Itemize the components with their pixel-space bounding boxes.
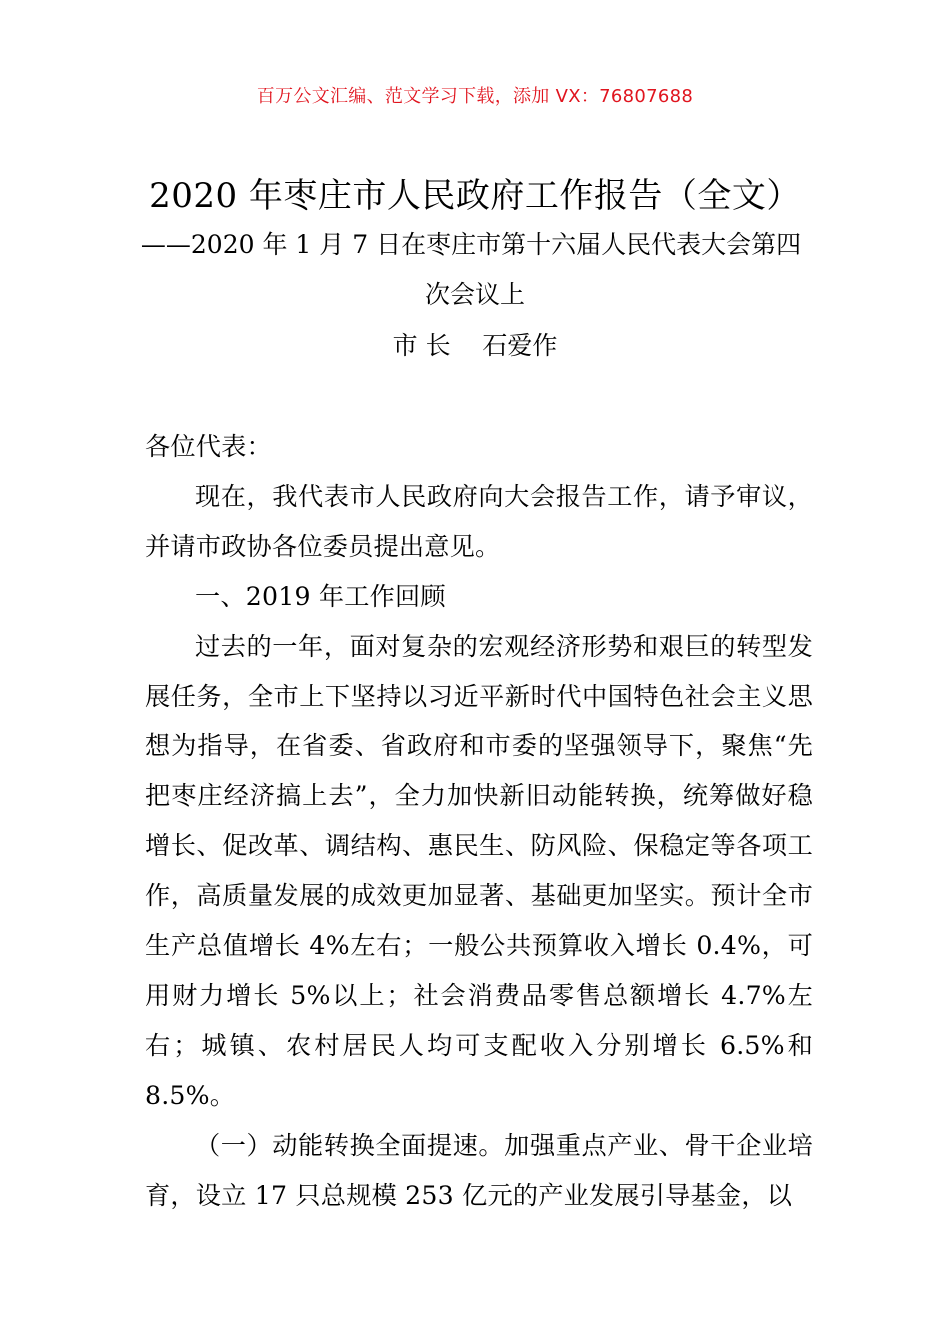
- salutation: 各位代表：: [145, 432, 272, 461]
- paragraph-review: 过去的一年，面对复杂的宏观经济形势和艰巨的转型发展任务，全市上下坚持以习近平新时代中国特色社会主义思想为指导，在省委、省政府和市委的坚强领导下，聚焦“先把枣庄经济搞上去”，全力加快新旧动能转换，统筹做好稳增长、促改革、调结构、惠民生、防风险、保稳定等各项工作，高质量发展的成效更加显著、基础更加坚实。预计全市生产总值增长 4%左右；一般公共预算收入增长 0.4%，可用财力增长 5%以上；社会消费品零售总额增长 4.7%左右；城镇、农村居民人均可支配收入分别增长 6.5%和 8.5%。: [145, 631, 813, 1110]
- body-text: [145, 422, 813, 1221]
- paragraph-momentum: （一）动能转换全面提速。加强重点产业、骨干企业培育，设立 17 只总规模 253 亿元的产业发展引导基金，以: [145, 1130, 813, 1210]
- document-title: 2020 年枣庄市人民政府工作报告（全文）: [149, 176, 801, 216]
- subtitle-line-1: ——2020 年 1 月 7 日在枣庄市第十六届人民代表大会第四: [140, 230, 802, 259]
- section-heading: 一、2019 年工作回顾: [195, 581, 446, 611]
- subtitle-line-2: 次会议上: [424, 280, 525, 309]
- paragraph-intro: 现在，我代表市人民政府向大会报告工作，请予审议，并请市政协各位委员提出意见。: [145, 481, 813, 561]
- author-line: 市 长 石爱作: [392, 331, 558, 360]
- watermark-banner: 百万公文汇编、范文学习下载，添加 VX：76807688: [256, 86, 694, 107]
